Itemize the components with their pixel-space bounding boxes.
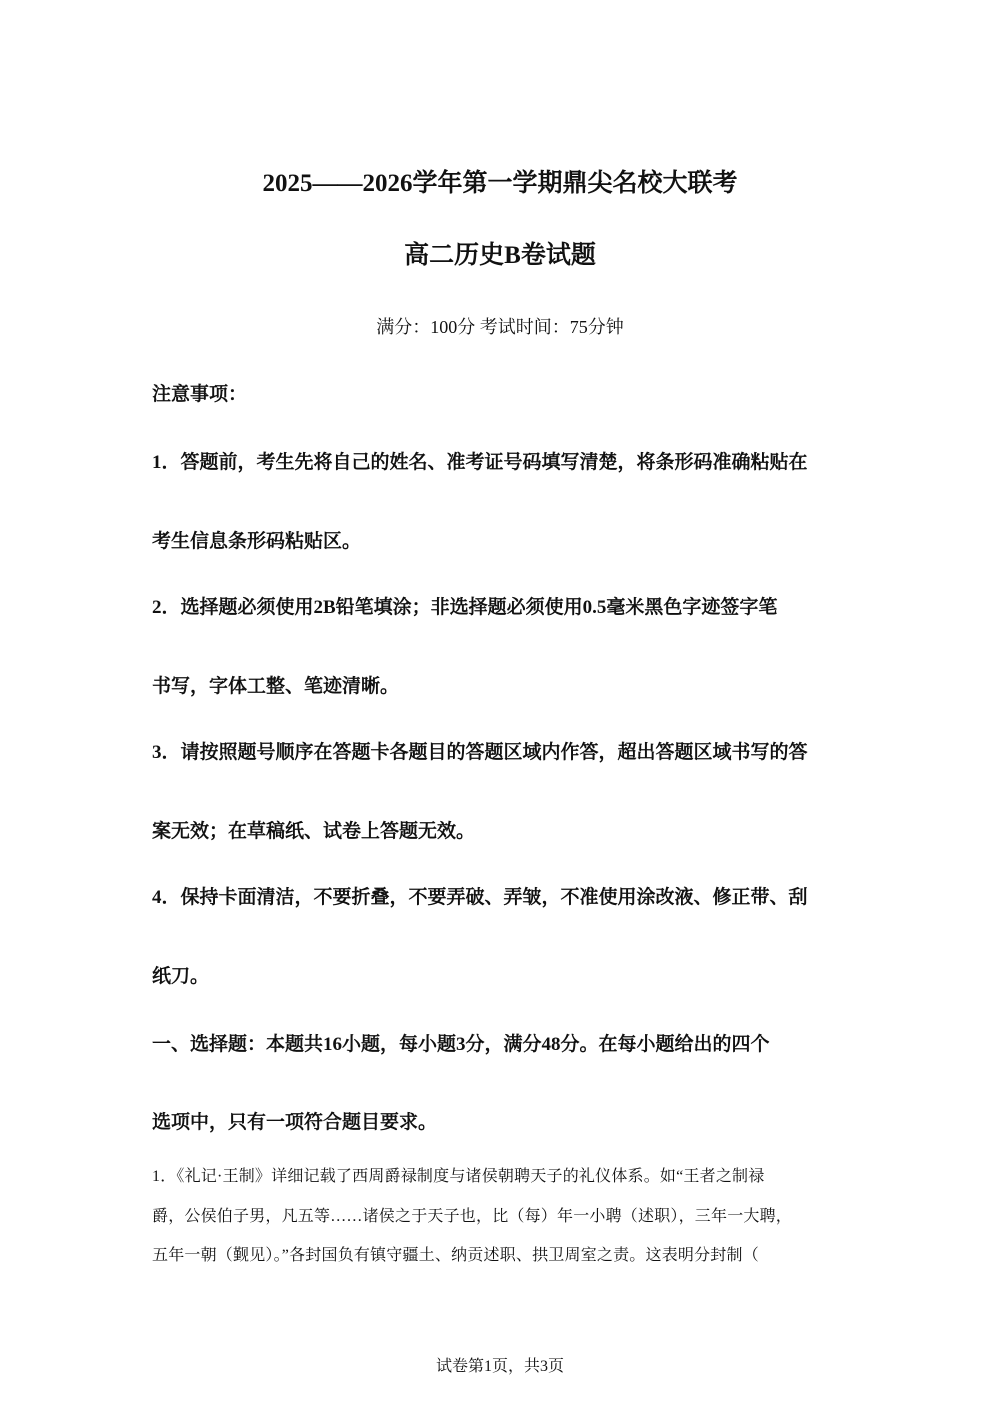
notice-line: 书写，字体工整、笔迹清晰。 bbox=[152, 676, 400, 697]
notice-line: 1．答题前，考生先将自己的姓名、准考证号码填写清楚，将条形码准确粘贴在 bbox=[152, 452, 808, 473]
notice-line: 2．选择题必须使用2B铅笔填涂；非选择题必须使用0.5毫米黑色字迹签字笔 bbox=[152, 597, 778, 618]
section-heading: 一、选择题：本题共16小题，每小题3分，满分48分。在每小题给出的四个 bbox=[152, 1034, 770, 1055]
notice-heading: 注意事项： bbox=[152, 384, 248, 405]
question-text: 爵，公侯伯子男，凡五等……诸侯之于天子也，比（每）年一小聘（述职），三年一大聘， bbox=[152, 1208, 793, 1225]
exam-info: 满分：100分 考试时间：75分钟 bbox=[376, 317, 624, 337]
question-text: 1．《礼记·王制》详细记载了西周爵禄制度与诸侯朝聘天子的礼仪体系。如“王者之制禄 bbox=[152, 1168, 765, 1185]
notice-line: 3．请按照题号顺序在答题卡各题目的答题区域内作答，超出答题区域书写的答 bbox=[152, 742, 808, 763]
notice-line: 考生信息条形码粘贴区。 bbox=[152, 531, 362, 552]
page-footer: 试卷第1页，共3页 bbox=[435, 1358, 564, 1375]
notice-line: 案无效；在草稿纸、试卷上答题无效。 bbox=[152, 821, 476, 842]
notice-line: 纸刀。 bbox=[152, 966, 210, 987]
notice-line: 4．保持卡面清洁，不要折叠，不要弄破、弄皱，不准使用涂改液、修正带、刮 bbox=[152, 887, 808, 908]
exam-title: 2025——2026学年第一学期鼎尖名校大联考 bbox=[262, 170, 738, 197]
exam-subtitle: 高二历史B卷试题 bbox=[404, 242, 596, 269]
section-heading: 选项中，只有一项符合题目要求。 bbox=[152, 1112, 438, 1133]
question-text: 五年一朝（觐见）。”各封国负有镇守疆土、纳贡述职、拱卫周室之责。这表明分封制（ bbox=[152, 1247, 759, 1264]
